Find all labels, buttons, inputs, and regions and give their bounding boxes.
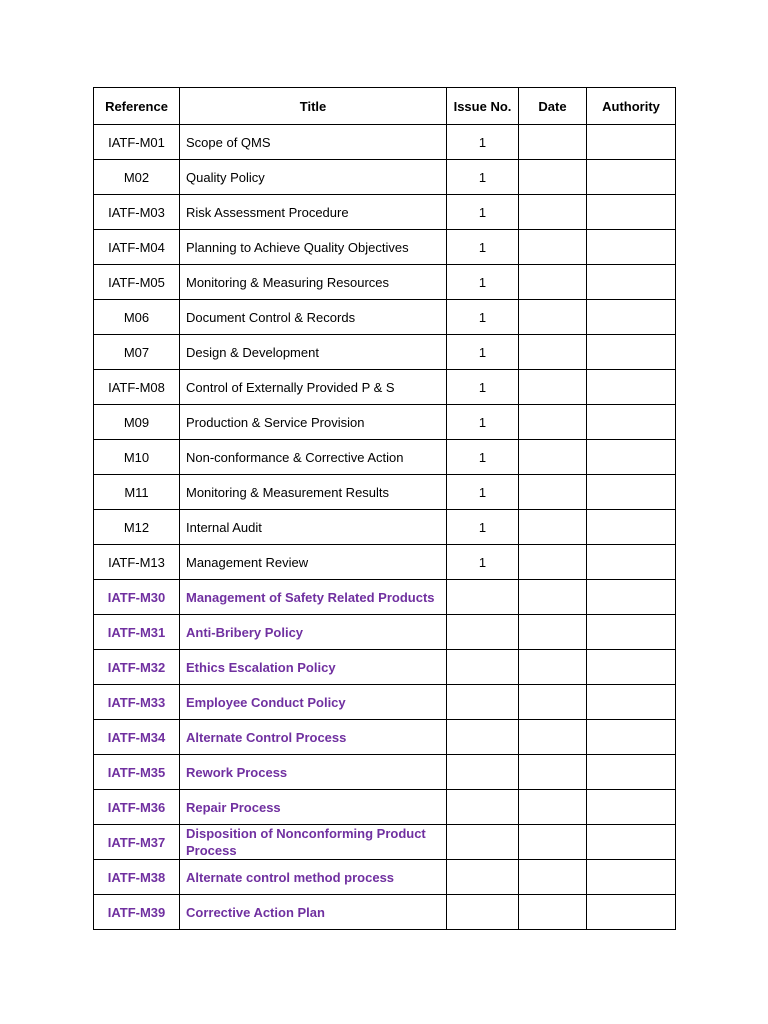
cell-issue-no (447, 580, 519, 615)
cell-authority (587, 440, 676, 475)
cell-authority (587, 895, 676, 930)
header-title: Title (180, 88, 447, 125)
cell-issue-no (447, 720, 519, 755)
table-row (94, 860, 676, 895)
cell-date (519, 790, 587, 825)
cell-reference: IATF-M08 (94, 370, 180, 405)
cell-title: Design & Development (180, 335, 447, 370)
cell-title: Planning to Achieve Quality Objectives (180, 230, 447, 265)
table-row (94, 265, 676, 300)
cell-reference: IATF-M01 (94, 125, 180, 160)
cell-authority (587, 580, 676, 615)
header-reference: Reference (94, 88, 180, 125)
cell-title: Risk Assessment Procedure (180, 195, 447, 230)
cell-date (519, 580, 587, 615)
cell-date (519, 895, 587, 930)
cell-date (519, 825, 587, 860)
cell-reference: IATF-M30 (94, 580, 180, 615)
cell-authority (587, 860, 676, 895)
cell-issue-no (447, 895, 519, 930)
cell-issue-no (447, 860, 519, 895)
cell-title: Repair Process (180, 790, 447, 825)
table-row (94, 475, 676, 510)
cell-date (519, 370, 587, 405)
header-row (94, 88, 676, 125)
cell-authority (587, 125, 676, 160)
cell-authority (587, 510, 676, 545)
cell-reference: IATF-M37 (94, 825, 180, 860)
cell-date (519, 510, 587, 545)
cell-title: Internal Audit (180, 510, 447, 545)
cell-issue-no: 1 (447, 510, 519, 545)
table-row (94, 230, 676, 265)
cell-issue-no (447, 615, 519, 650)
cell-reference: M02 (94, 160, 180, 195)
cell-issue-no (447, 755, 519, 790)
cell-authority (587, 475, 676, 510)
cell-authority (587, 825, 676, 860)
cell-issue-no: 1 (447, 370, 519, 405)
cell-issue-no (447, 790, 519, 825)
cell-authority (587, 720, 676, 755)
cell-date (519, 125, 587, 160)
cell-issue-no: 1 (447, 160, 519, 195)
table-row (94, 545, 676, 580)
table-row (94, 510, 676, 545)
cell-date (519, 755, 587, 790)
cell-date (519, 335, 587, 370)
cell-authority (587, 790, 676, 825)
cell-issue-no (447, 825, 519, 860)
cell-date (519, 860, 587, 895)
cell-reference: M06 (94, 300, 180, 335)
cell-reference: IATF-M33 (94, 685, 180, 720)
cell-reference: IATF-M38 (94, 860, 180, 895)
cell-reference: IATF-M05 (94, 265, 180, 300)
table-row (94, 300, 676, 335)
cell-reference: IATF-M39 (94, 895, 180, 930)
table-row (94, 825, 676, 860)
cell-date (519, 405, 587, 440)
cell-issue-no: 1 (447, 335, 519, 370)
table-row (94, 160, 676, 195)
cell-authority (587, 755, 676, 790)
table-row (94, 615, 676, 650)
cell-reference: IATF-M13 (94, 545, 180, 580)
cell-authority (587, 685, 676, 720)
cell-issue-no: 1 (447, 405, 519, 440)
cell-issue-no: 1 (447, 265, 519, 300)
table-row (94, 405, 676, 440)
cell-title: Production & Service Provision (180, 405, 447, 440)
cell-date (519, 230, 587, 265)
cell-date (519, 300, 587, 335)
cell-reference: M10 (94, 440, 180, 475)
cell-authority (587, 405, 676, 440)
cell-title: Scope of QMS (180, 125, 447, 160)
cell-reference: IATF-M04 (94, 230, 180, 265)
cell-title: Document Control & Records (180, 300, 447, 335)
cell-title: Quality Policy (180, 160, 447, 195)
cell-issue-no: 1 (447, 440, 519, 475)
cell-issue-no: 1 (447, 475, 519, 510)
table-row (94, 650, 676, 685)
cell-reference: IATF-M34 (94, 720, 180, 755)
cell-authority (587, 160, 676, 195)
cell-date (519, 685, 587, 720)
cell-title: Monitoring & Measuring Resources (180, 265, 447, 300)
cell-authority (587, 615, 676, 650)
table-row (94, 195, 676, 230)
table-row (94, 440, 676, 475)
cell-issue-no: 1 (447, 125, 519, 160)
cell-issue-no: 1 (447, 300, 519, 335)
table-row (94, 720, 676, 755)
cell-title: Employee Conduct Policy (180, 685, 447, 720)
cell-date (519, 265, 587, 300)
cell-date (519, 440, 587, 475)
table-row (94, 685, 676, 720)
cell-reference: IATF-M36 (94, 790, 180, 825)
cell-reference: M09 (94, 405, 180, 440)
cell-date (519, 720, 587, 755)
cell-date (519, 160, 587, 195)
cell-issue-no (447, 685, 519, 720)
cell-reference: M11 (94, 475, 180, 510)
cell-title: Alternate Control Process (180, 720, 447, 755)
cell-title: Rework Process (180, 755, 447, 790)
cell-reference: IATF-M32 (94, 650, 180, 685)
table-header (94, 88, 676, 125)
cell-title: Alternate control method process (180, 860, 447, 895)
cell-issue-no: 1 (447, 230, 519, 265)
document-index-table (93, 87, 676, 930)
cell-date (519, 650, 587, 685)
table-body (94, 125, 676, 930)
cell-title: Non-conformance & Corrective Action (180, 440, 447, 475)
table-row (94, 370, 676, 405)
cell-title: Control of Externally Provided P & S (180, 370, 447, 405)
cell-authority (587, 230, 676, 265)
table-row (94, 790, 676, 825)
table-row (94, 895, 676, 930)
cell-title: Corrective Action Plan (180, 895, 447, 930)
header-issue-no: Issue No. (447, 88, 519, 125)
table-row (94, 580, 676, 615)
cell-reference: M07 (94, 335, 180, 370)
header-authority: Authority (587, 88, 676, 125)
cell-reference: IATF-M03 (94, 195, 180, 230)
cell-authority (587, 650, 676, 685)
cell-issue-no (447, 650, 519, 685)
cell-issue-no: 1 (447, 195, 519, 230)
header-date: Date (519, 88, 587, 125)
cell-title: Ethics Escalation Policy (180, 650, 447, 685)
cell-date (519, 475, 587, 510)
cell-reference: IATF-M35 (94, 755, 180, 790)
table-row (94, 125, 676, 160)
cell-authority (587, 195, 676, 230)
cell-title: Disposition of Nonconforming Product Process (180, 825, 447, 860)
cell-title: Monitoring & Measurement Results (180, 475, 447, 510)
table-row (94, 755, 676, 790)
cell-date (519, 545, 587, 580)
cell-authority (587, 265, 676, 300)
cell-authority (587, 300, 676, 335)
cell-title: Management of Safety Related Products (180, 580, 447, 615)
cell-authority (587, 335, 676, 370)
cell-date (519, 195, 587, 230)
cell-authority (587, 370, 676, 405)
cell-title: Anti-Bribery Policy (180, 615, 447, 650)
cell-date (519, 615, 587, 650)
cell-issue-no: 1 (447, 545, 519, 580)
table-row (94, 335, 676, 370)
cell-reference: M12 (94, 510, 180, 545)
cell-reference: IATF-M31 (94, 615, 180, 650)
cell-title: Management Review (180, 545, 447, 580)
cell-authority (587, 545, 676, 580)
